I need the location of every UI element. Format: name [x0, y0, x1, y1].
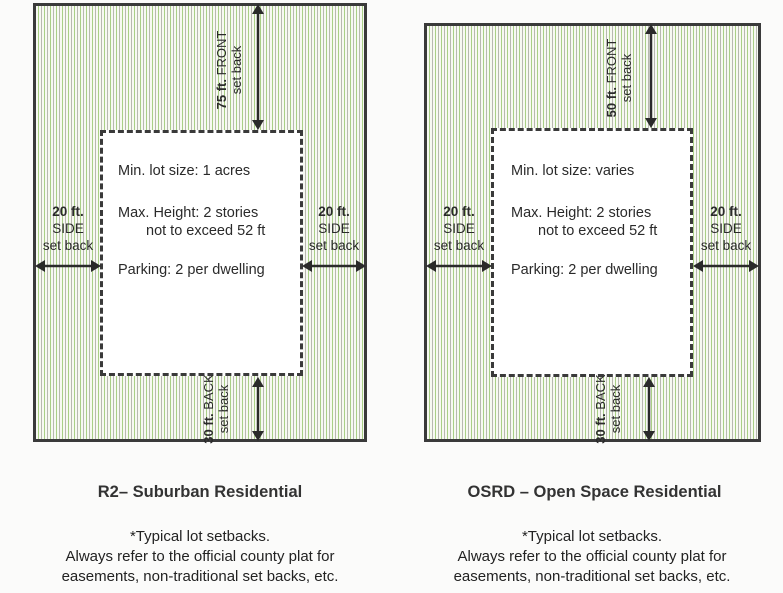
note-line-2-r2: Always refer to the official county plat for [65, 548, 335, 565]
left-side-label-r2: SIDE [52, 221, 84, 236]
right-side-setback-label-r2 [303, 203, 365, 254]
max-height-osrd: Max. Height: 2 stories [511, 205, 652, 221]
note-line-1-osrd: *Typical lot setbacks. [521, 528, 663, 545]
front-setback-label-osrd [604, 28, 636, 128]
left-side-distance-osrd: 20 ft. [443, 204, 475, 219]
front-label-osrd: FRONT [604, 38, 619, 84]
back-setback-arrow-osrd [641, 377, 657, 441]
back-distance-r2: 30 ft. [201, 413, 216, 444]
back-label-r2: BACK [201, 374, 216, 410]
left-side-setback-arrow-r2 [35, 259, 101, 273]
zone-caption-r2: R2– Suburban Residential [97, 483, 303, 501]
note-line-2-osrd: Always refer to the official county plat for [457, 548, 727, 565]
left-side-setback-text-osrd: set back [433, 238, 485, 253]
note-line-1-r2: *Typical lot setbacks. [129, 528, 271, 545]
left-side-setback-text-r2: set back [42, 238, 94, 253]
back-distance-osrd: 30 ft. [593, 413, 608, 444]
min-lot-size-r2: Min. lot size: 1 acres [118, 163, 251, 179]
right-side-setback-arrow-osrd [693, 259, 759, 273]
left-side-label-osrd: SIDE [443, 221, 475, 236]
zone-caption-osrd: OSRD – Open Space Residential [467, 483, 722, 501]
front-setback-text-r2: set back [229, 45, 244, 95]
max-height-limit-osrd: not to exceed 52 ft [538, 223, 658, 239]
left-side-distance-r2: 20 ft. [52, 204, 84, 219]
back-setback-label-osrd [593, 369, 625, 449]
min-lot-size-osrd: Min. lot size: varies [511, 163, 635, 179]
front-setback-text-osrd: set back [619, 53, 634, 103]
right-side-setback-text-r2: set back [308, 238, 360, 253]
right-side-setback-label-osrd [695, 203, 757, 254]
front-setback-arrow-r2 [250, 4, 266, 130]
right-side-setback-arrow-r2 [302, 259, 366, 273]
right-side-setback-text-osrd: set back [700, 238, 752, 253]
front-label-r2: FRONT [214, 30, 229, 76]
back-label-osrd: BACK [593, 374, 608, 410]
max-height-r2: Max. Height: 2 stories [118, 205, 259, 221]
note-line-3-osrd: easements, non-traditional set backs, etc. [453, 568, 731, 585]
back-setback-label-r2 [201, 369, 233, 449]
note-line-3-r2: easements, non-traditional set backs, etc. [61, 568, 339, 585]
back-setback-arrow-r2 [250, 377, 266, 441]
parking-r2: Parking: 2 per dwelling [118, 262, 265, 278]
front-distance-osrd: 50 ft. [604, 87, 619, 118]
right-side-distance-osrd: 20 ft. [710, 204, 742, 219]
left-side-setback-label-r2 [38, 203, 98, 254]
setback-note-osrd [404, 527, 780, 587]
back-setback-text-osrd: set back [608, 384, 623, 434]
front-distance-r2: 75 ft. [214, 79, 229, 110]
setback-note-r2 [10, 527, 390, 587]
left-side-setback-arrow-osrd [426, 259, 492, 273]
parking-osrd: Parking: 2 per dwelling [511, 262, 658, 278]
right-side-label-osrd: SIDE [710, 221, 742, 236]
front-setback-arrow-osrd [643, 24, 659, 128]
max-height-limit-r2: not to exceed 52 ft [146, 223, 266, 239]
back-setback-text-r2: set back [216, 384, 231, 434]
front-setback-label-r2 [214, 15, 246, 125]
left-side-setback-label-osrd [428, 203, 490, 254]
right-side-label-r2: SIDE [318, 221, 350, 236]
right-side-distance-r2: 20 ft. [318, 204, 350, 219]
